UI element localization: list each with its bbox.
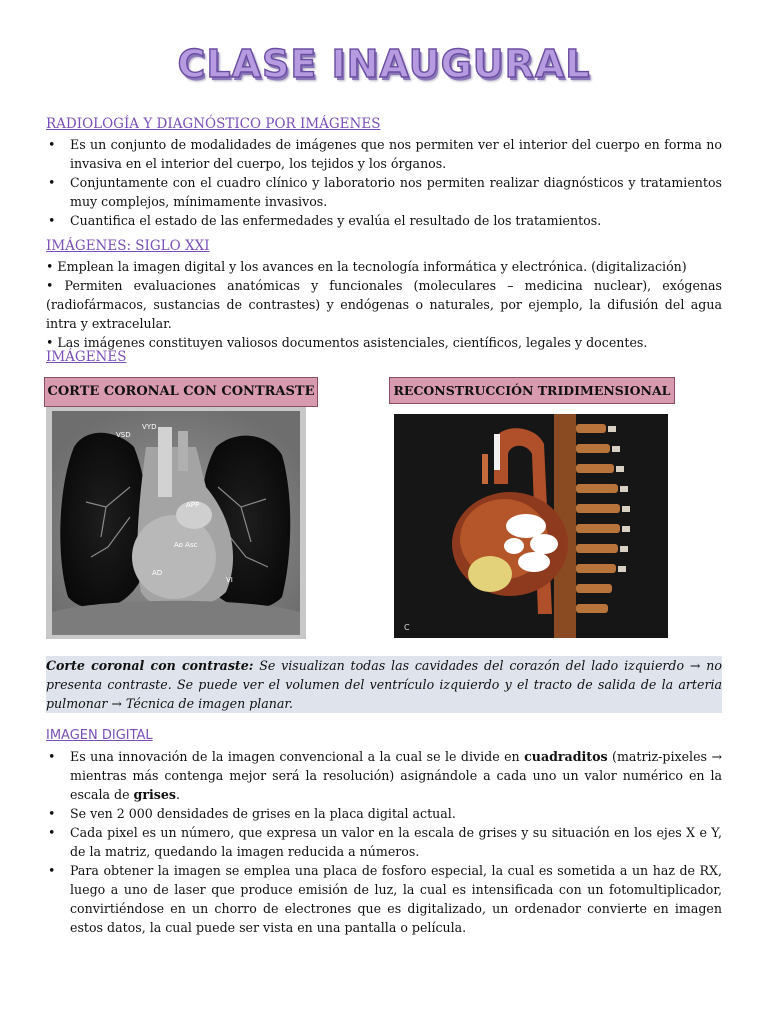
caption-bold: Corte coronal con contraste:	[46, 658, 254, 673]
paragraph-line: • Permiten evaluaciones anatómicas y funcionales (moleculares – medicina nuclear), exógenas (radiofármacos, sustancias de contrastes) y endógenas o naturales, por ejemplo, la difusión del agua intra y extracelular.	[46, 278, 722, 331]
list-item: • Es una innovación de la imagen convencional a la cual se le divide en cuadraditos (matriz-pixeles → mientras más contenga mejor será la resolución) asignándole a cada uno un valor numérico en la escala de grises.	[48, 749, 722, 802]
bullet-icon: •	[48, 825, 56, 840]
coronal-ct-image	[46, 407, 306, 639]
bullet-icon: •	[48, 863, 56, 878]
xray-label-ao-asc: Ao Asc	[174, 541, 198, 549]
xray-label-ad: AD	[152, 569, 163, 577]
section-heading-imagenes: IMÁGENES	[46, 349, 127, 365]
section-heading-siglo-xxi: IMÁGENES: SIGLO XXI	[46, 238, 210, 254]
list-item: • Para obtener la imagen se emplea una placa de fosforo especial, la cual es sometida a un haz de RX, luego a uno de laser que produce emisión de luz, la cual es intensificada con un fotomultiplicador, convirtiéndose en un chorro de electrones que es digitalizado, un ordenador convierte en imagen estos datos, la cual puede ser vista en una pantalla o película.	[48, 863, 722, 935]
bullet-icon: •	[48, 749, 56, 764]
list-item: • Cuantifica el estado de las enfermedades y evalúa el resultado de los tratamientos.	[48, 213, 602, 228]
bullet-icon: •	[48, 213, 56, 228]
siglo-xxi-paragraphs	[46, 257, 722, 352]
section-heading-radiologia: RADIOLOGÍA Y DIAGNÓSTICO POR IMÁGENES	[46, 116, 381, 132]
caption-text: Se visualizan todas las cavidades del corazón del lado izquierdo → no presenta contraste. Se puede ver el volumen del ventrículo izquierdo y el tracto de salida de la arteria pulmonar → Técnica de imagen planar.	[46, 658, 722, 711]
imagen-digital-bullet-list	[46, 747, 722, 937]
label-reconstruccion: RECONSTRUCCIÓN TRIDIMENSIONAL	[389, 377, 675, 404]
bullet-icon: •	[48, 806, 56, 821]
xray-label-vi: VI	[226, 576, 233, 584]
section-heading-imagen-digital: IMAGEN DIGITAL	[46, 728, 153, 743]
image-caption	[46, 656, 722, 713]
paragraph-line: • Emplean la imagen digital y los avances en la tecnología informática y electrónica. (digitalización)	[46, 259, 687, 274]
ct-3d-reconstruction-image	[394, 414, 668, 638]
list-item: • Cada pixel es un número, que expresa un valor en la escala de grises y su situación en los ejes X e Y, de la matriz, quedando la imagen reducida a números.	[48, 825, 722, 859]
xray-label-app: APP	[186, 501, 200, 509]
list-item: • Es un conjunto de modalidades de imágenes que nos permiten ver el interior del cuerpo en forma no invasiva en el interior del cuerpo, los tejidos y los órganos.	[48, 137, 722, 171]
coronal-ct-drawing	[46, 407, 306, 639]
ct-label-c: C	[404, 623, 410, 632]
list-item: • Se ven 2 000 densidades de grises en la placa digital actual.	[48, 806, 456, 821]
label-corte-coronal: CORTE CORONAL CON CONTRASTE	[44, 377, 318, 407]
xray-label-vsd: VSD	[116, 431, 131, 439]
bullet-icon: •	[48, 137, 56, 152]
bullet-icon: •	[48, 175, 56, 190]
list-item: • Conjuntamente con el cuadro clínico y laboratorio nos permiten realizar diagnósticos y tratamientos muy complejos, mínimamente invasivos.	[48, 175, 722, 209]
xray-label-vyd: VYD	[142, 423, 157, 431]
radiologia-bullet-list	[46, 135, 722, 230]
ct-3d-drawing	[394, 414, 668, 638]
paragraph-line: • Las imágenes constituyen valiosos documentos asistenciales, científicos, legales y docentes.	[46, 335, 648, 350]
page-title: CLASE INAUGURAL	[177, 42, 591, 86]
